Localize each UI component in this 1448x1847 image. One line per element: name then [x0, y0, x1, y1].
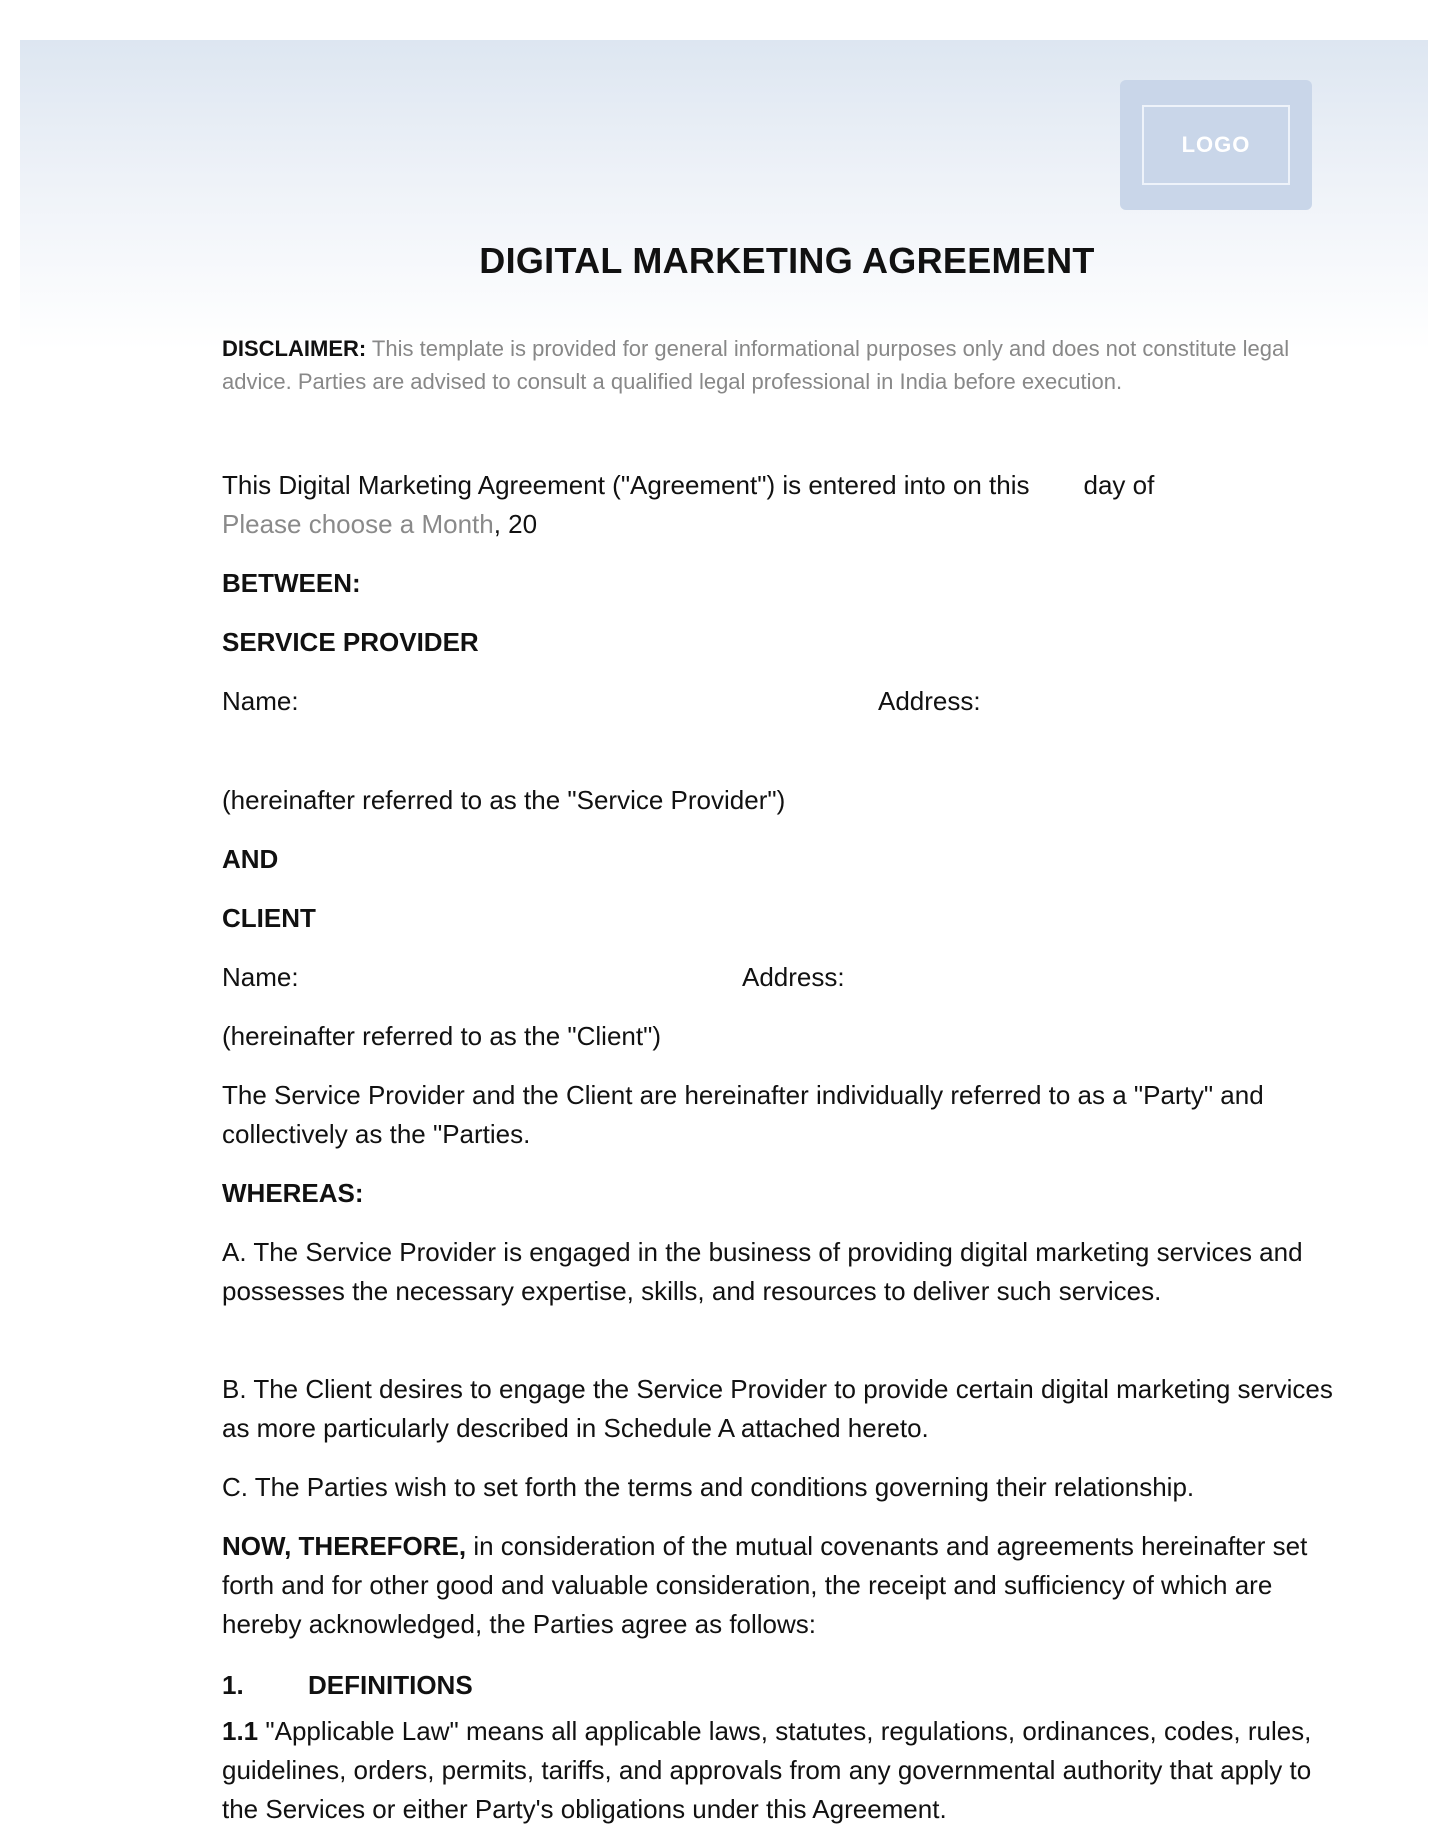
definition-1-1-text: "Applicable Law" means all applicable laws, statutes, regulations, ordinances, codes, rules, guidelines, orders, permits, tariffs, and approvals from any governmental authority that apply to the Services or either Party's obligations under this Agreement. [222, 1716, 1312, 1824]
parties-paragraph: The Service Provider and the Client are hereinafter individually referred to as a "Party" and collectively as the "Parties. [222, 1080, 1264, 1149]
disclaimer-text: This template is provided for general informational purposes only and does not constitute legal advice. Parties are advised to consult a qualified legal professional in India before execution. [222, 336, 1290, 394]
definitions-number: 1. [222, 1670, 244, 1700]
definition-1-1 [222, 1712, 1352, 1829]
service-provider-heading: SERVICE PROVIDER [222, 627, 479, 657]
now-therefore-paragraph [222, 1527, 1352, 1644]
intro-text-2: day of [1083, 470, 1155, 500]
disclaimer-label: DISCLAIMER: [222, 336, 367, 361]
whereas-b: B. The Client desires to engage the Service Provider to provide certain digital marketing services as more particularly described in Schedule A attached hereto. [222, 1374, 1333, 1443]
document-page [20, 40, 1428, 1840]
service-provider-address-label: Address: [878, 686, 981, 716]
definition-1-1-number: 1.1 [222, 1716, 259, 1746]
now-therefore-lead: NOW, THEREFORE, [222, 1531, 467, 1561]
month-dropdown[interactable]: Please choose a Month [222, 509, 494, 539]
intro-paragraph [222, 466, 1352, 544]
client-heading: CLIENT [222, 903, 316, 933]
logo-text: LOGO [1142, 105, 1290, 185]
whereas-a: A. The Service Provider is engaged in the business of providing digital marketing services and possesses the necessary expertise, skills, and resources to deliver such services. [222, 1237, 1303, 1306]
and-heading: AND [222, 844, 279, 874]
between-heading: BETWEEN: [222, 568, 361, 598]
intro-year: , 20 [493, 509, 538, 539]
definitions-heading [222, 1666, 1352, 1705]
disclaimer [222, 332, 1352, 398]
client-referred: (hereinafter referred to as the "Client") [222, 1021, 661, 1051]
intro-text-1: This Digital Marketing Agreement ("Agreement") is entered into on this [222, 470, 1030, 500]
logo-placeholder [1120, 80, 1312, 210]
whereas-c: C. The Parties wish to set forth the terms and conditions governing their relationship. [222, 1472, 1195, 1502]
client-address-label: Address: [742, 962, 845, 992]
service-provider-name-label: Name: [222, 686, 299, 716]
document-title: DIGITAL MARKETING AGREEMENT [479, 240, 1095, 281]
service-provider-referred: (hereinafter referred to as the "Service Provider") [222, 785, 786, 815]
now-therefore-text: in consideration of the mutual covenants and agreements hereinafter set forth and for other good and valuable consideration, the receipt and sufficiency of which are hereby acknowledged, the Parties agree as follows: [222, 1531, 1308, 1639]
whereas-heading: WHEREAS: [222, 1178, 364, 1208]
definitions-title: DEFINITIONS [308, 1670, 473, 1700]
client-name-label: Name: [222, 962, 299, 992]
